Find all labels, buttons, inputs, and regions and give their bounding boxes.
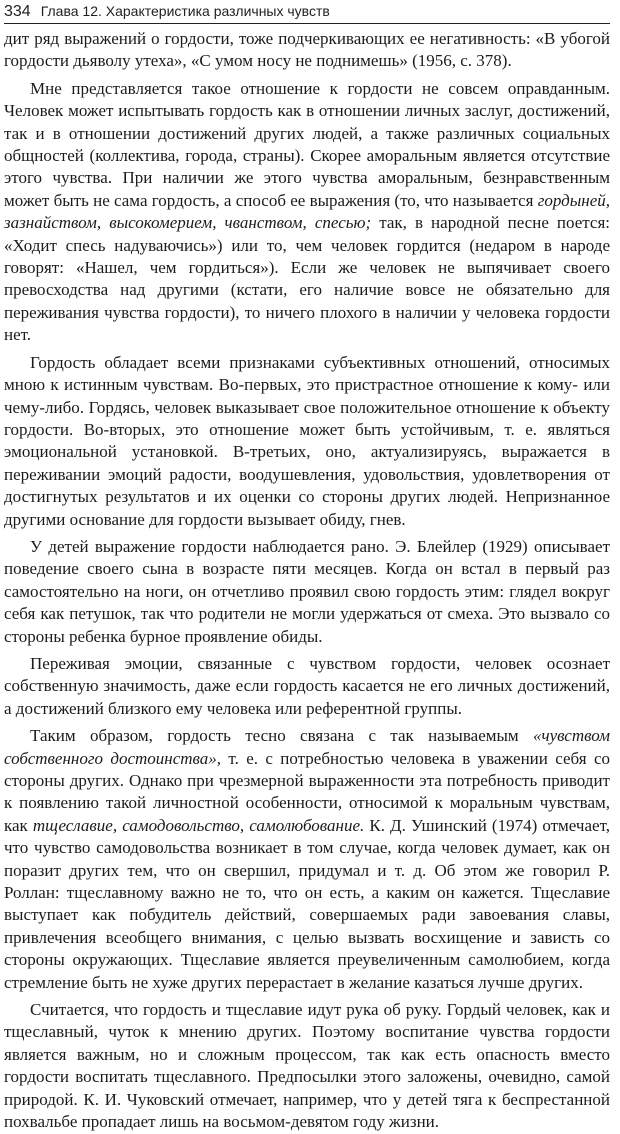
italic-term: гордыней, зазнайством, высокомерием, чванством, спесью; [4, 190, 610, 233]
text-run: К. Д. Ушинский (1974) отмечает, что чувство самодовольства возникает в том случае, когда человек думает, как он поразит других тем, что он свершил, придумал и т. д. Об этом же говорил Р. Роллан: тщеславному важно не то, что он есть, а каким он кажется. Тщеславие выступает как побудитель действий, совершаемых ради завоевания славы, привлечения всеобщего внимания, с целью вызвать восхищение и зависть со стороны окружающих. Тщеславие является преувеличенным самолюбием, когда стремление быть не хуже других перерастает в желание казаться лучше других. [4, 815, 610, 992]
paragraph [4, 28, 610, 73]
italic-term: тщеславие, самодовольство, самолюбование. [32, 815, 365, 835]
page-number: 334 [4, 3, 31, 20]
paragraph [4, 536, 610, 648]
text-run: Переживая эмоции, связанные с чувством гордости, человек осознает собственную значимость, даже если гордость касается не его личных достижений, а достижений близкого ему человека или референтной группы. [4, 653, 610, 718]
text-run: Таким образом, гордость тесно связана с так называемым [30, 726, 533, 746]
text-run: дит ряд выражений о гордости, тоже подчеркивающих ее негативность: «В убогой гордости дьяволу утеха», «С умом носу не поднимешь» (1956, с. 378). [4, 29, 610, 71]
running-header [4, 3, 610, 24]
text-run: Гордость обладает всеми признаками субъективных отношений, относимых мною к истинным чувствам. Во-первых, это пристрастное отношение к кому- или чему-либо. Гордясь, человек выказывает свое положительное отношение к объекту гордости. Во-вторых, это отношение может быть устойчивым, т. е. являться эмоциональной установкой. В-третьих, оно, актуализируясь, выражается в переживании эмоций радости, воодушевления, удовольствия, удовлетворения от достигнутых результатов и их оценки со стороны других людей. Непризнанное другими основание для гордости вызывает обиду, гнев. [4, 352, 610, 529]
paragraph [4, 653, 610, 720]
text-run: Считается, что гордость и тщеславие идут рука об руку. Гордый человек, как и тщеславный, чуток к мнению других. Поэтому воспитание чувства гордости является важным, но и сложным процессом, так как есть опасность вместо гордости воспитать тщеславного. Предпосылки этого заложены, очевидно, самой природой. К. И. Чуковский отмечает, например, что у детей тяга к беспрестанной похвальбе пропадает лишь на восьмом-девятом году жизни. [4, 1000, 610, 1132]
text-run: Мне представляется такое отношение к гордости не совсем оправданным. Человек может испытывать гордость как в отношении личных заслуг, достижений, так и в отношении достижений других людей, а также различных социальных общностей (коллектива, города, страны). Скорее аморальным является отсутствие этого чувства. При наличии же этого чувства аморальным, безнравственным может быть не сама гордость, а способ ее выражения (то, что называется [4, 78, 610, 210]
text-run: так, в народной песне поется: «Ходит спесь надуваючись») или то, чем человек гордится (недаром в народе говорят: «Нашел, чем гордиться»). Если же человек не выпячивает своего превосходства над другими (кстати, его наличие вовсе не обязательно для переживания чувства гордости), то ничего плохого в наличии у человека гордости нет. [4, 213, 610, 345]
running-title: Глава 12. Характеристика различных чувств [40, 3, 330, 19]
paragraph [4, 725, 610, 994]
body-text [4, 28, 610, 1134]
paragraph [4, 352, 610, 531]
paragraph [4, 78, 610, 347]
paragraph [4, 999, 610, 1133]
text-run: т. е. с потребностью человека в уважении себя со стороны других. Однако при чрезмерной выраженности эта потребность приводит к появлению такой личностной особенности, относимой к моральным чувствам, как [4, 748, 610, 835]
text-run: У детей выражение гордости наблюдается рано. Э. Блейлер (1929) описывает поведение своего сына в возрасте пяти месяцев. Когда он встал в первый раз самостоятельно на ноги, он отчетливо проявил свою гордость этим: глядел вокруг себя как петушок, так что родители не могли удержаться от смеха. Это вызвало со стороны ребенка бурное проявление обиды. [4, 536, 610, 646]
italic-term: «чувством собственного достоинства», [4, 726, 610, 768]
